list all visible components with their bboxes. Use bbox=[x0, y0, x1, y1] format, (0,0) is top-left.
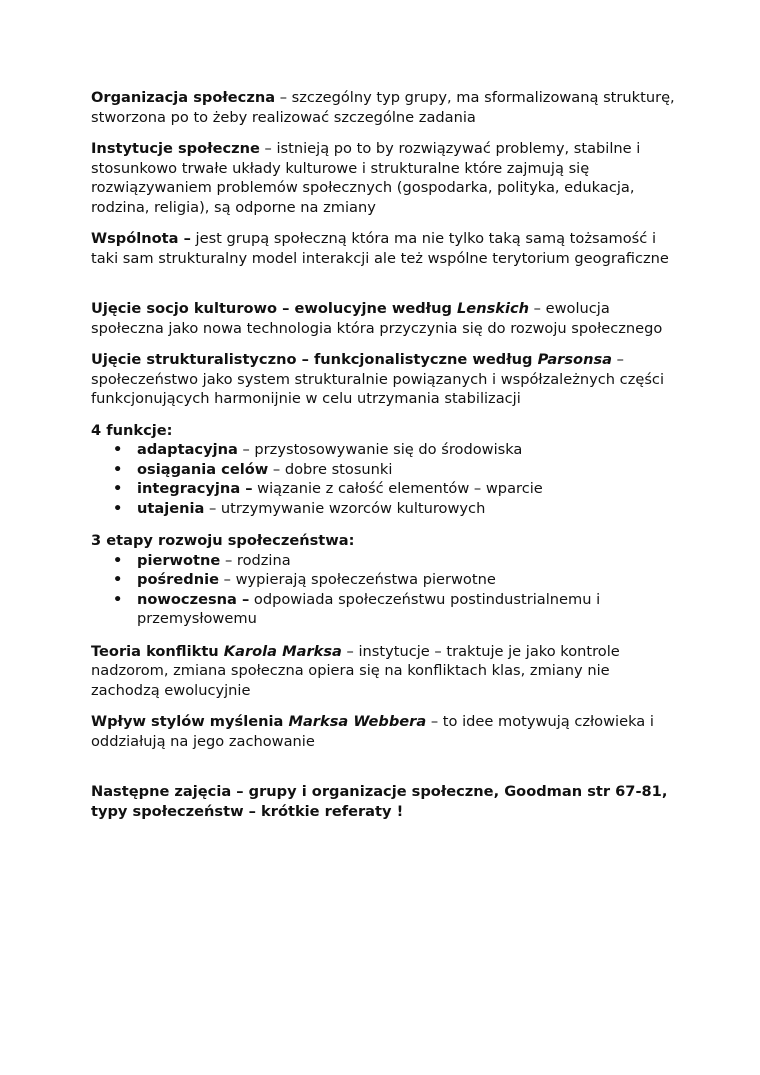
paragraph-webbera bbox=[91, 712, 681, 751]
list-item bbox=[91, 499, 681, 519]
paragraph-nastepne: Następne zajęcia – grupy i organizacje społeczne, Goodman str 67-81, typy społeczeństw – krótkie referaty ! bbox=[91, 783, 668, 820]
list-item bbox=[91, 570, 681, 590]
paragraph-instytucje bbox=[91, 139, 681, 217]
document-page bbox=[91, 88, 681, 833]
bullet-icon: • bbox=[113, 571, 123, 588]
list-item-term: pośrednie bbox=[137, 571, 219, 588]
term-marksa: Teoria konfliktu bbox=[91, 642, 224, 660]
list-item-text: – wypierają społeczeństwa pierwotne bbox=[219, 571, 496, 588]
term-lenskich: Ujęcie socjo kulturowo – ewolucyjne według bbox=[91, 300, 457, 317]
list-item-term: pierwotne bbox=[137, 551, 221, 569]
list-item-term: utajenia bbox=[137, 499, 205, 517]
list-item-term: nowoczesna – bbox=[137, 590, 250, 608]
text-lenskich: – ewolucja społeczna jako nowa technologia która przyczynia się do rozwoju społecznego bbox=[91, 300, 663, 337]
term-webbera: Wpływ stylów myślenia bbox=[91, 713, 289, 730]
list-item-term: osiągania celów bbox=[137, 460, 269, 478]
list-item-text: – przystosowywanie się do środowiska bbox=[237, 441, 523, 458]
term-wspolnota: Wspólnota – bbox=[91, 230, 191, 247]
name-marksa: Karola Marksa bbox=[223, 642, 342, 660]
bullet-icon: • bbox=[113, 590, 123, 608]
text-organizacja: – szczególny typ grupy, ma sformalizowaną strukturę, stworzona po to żeby realizować szczególne zadania bbox=[91, 89, 675, 126]
list-item bbox=[91, 551, 681, 571]
list-item bbox=[91, 479, 681, 499]
text-marksa: – instytucje – traktuje je jako kontrole nadzorom, zmiana społeczna opiera się na konfliktach klas, zmiany nie zachodzą ewolucyjnie bbox=[91, 642, 620, 699]
list-item-text: wiązanie z całość elementów – wparcie bbox=[252, 480, 543, 497]
text-wspolnota: jest grupą społeczną która ma nie tylko taką samą tożsamość i taki sam strukturalny model interakcji ale też wspólne terytorium geograficzne bbox=[91, 230, 669, 267]
bullet-icon: • bbox=[113, 480, 123, 497]
list-item-term: integracyjna – bbox=[137, 480, 253, 497]
name-webbera: Marksa Webbera bbox=[288, 713, 427, 730]
bullet-icon: • bbox=[113, 460, 123, 478]
list-item bbox=[91, 460, 681, 480]
funkcje-section bbox=[91, 421, 681, 519]
funkcje-list bbox=[91, 440, 681, 518]
text-parsonsa: – społeczeństwo jako system strukturalnie powiązanych i współzależnych części funkcjonujących harmonijnie w celu utrzymania stabilizacji bbox=[91, 351, 665, 407]
name-lenskich: Lenskich bbox=[457, 300, 530, 317]
etapy-heading: 3 etapy rozwoju społeczeństwa: bbox=[91, 532, 355, 549]
list-item bbox=[91, 590, 681, 629]
list-item-text: – utrzymywanie wzorców kulturowych bbox=[204, 499, 486, 517]
bullet-icon: • bbox=[113, 551, 123, 569]
term-instytucje: Instytucje społeczne bbox=[91, 140, 260, 157]
name-parsonsa: Parsonsa bbox=[537, 351, 613, 368]
term-organizacja: Organizacja społeczna bbox=[91, 89, 276, 106]
paragraph-organizacja bbox=[91, 88, 681, 127]
paragraph-lenskich bbox=[91, 299, 681, 338]
bullet-icon: • bbox=[113, 499, 123, 517]
list-item-text: odpowiada społeczeństwu postindustrialnemu i przemysłowemu bbox=[137, 590, 601, 627]
bullet-icon: • bbox=[113, 441, 123, 458]
paragraph-marksa bbox=[91, 642, 681, 701]
etapy-section bbox=[91, 531, 681, 629]
funkcje-heading: 4 funkcje: bbox=[91, 421, 173, 439]
term-parsonsa: Ujęcie strukturalistyczno – funkcjonalistyczne według bbox=[91, 351, 538, 368]
paragraph-parsonsa bbox=[91, 350, 681, 409]
list-item-text: – rodzina bbox=[220, 551, 291, 569]
text-webbera: – to idee motywują człowieka i oddziałują na jego zachowanie bbox=[91, 713, 654, 750]
list-item bbox=[91, 440, 681, 460]
etapy-list bbox=[91, 551, 681, 629]
list-item-term: adaptacyjna bbox=[137, 441, 238, 458]
paragraph-wspolnota bbox=[91, 229, 681, 268]
list-item-text: – dobre stosunki bbox=[268, 460, 393, 478]
text-instytucje: – istnieją po to by rozwiązywać problemy, stabilne i stosunkowo trwałe układy kulturowe i strukturalne które zajmują się rozwiązywaniem problemów społecznych (gospodarka, polityka, edukacja, rodzina, religia), są odporne na zmiany bbox=[91, 140, 641, 216]
